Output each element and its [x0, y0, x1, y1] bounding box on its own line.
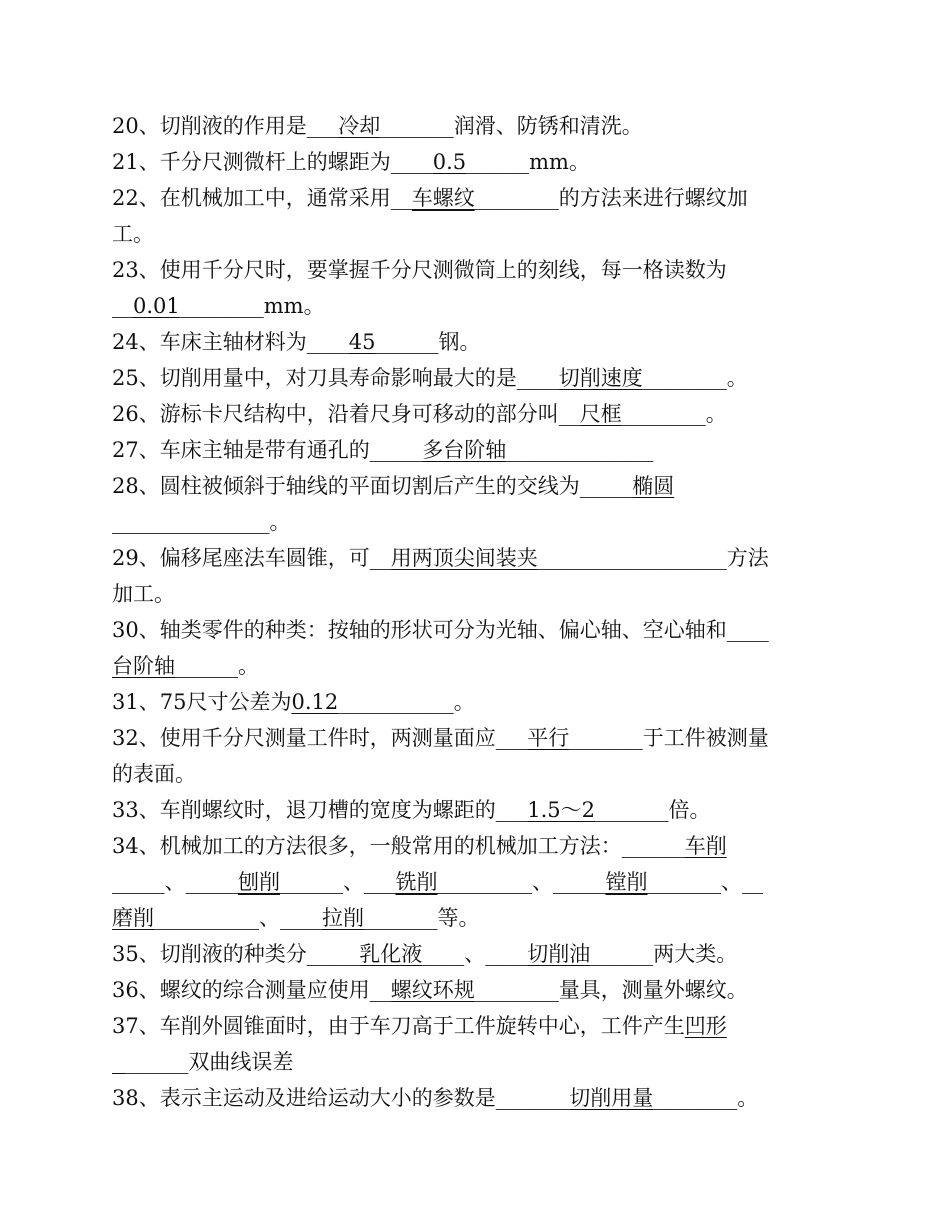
blank-line: _____	[306, 942, 360, 966]
question-text: 32、使用千分尺测量工件时，两测量面应	[112, 726, 496, 750]
question-line	[112, 1008, 836, 1044]
question-line	[112, 864, 836, 900]
question-line	[112, 972, 836, 1008]
answer-text: 铣削	[395, 870, 438, 894]
blank-line: ___________	[338, 690, 454, 714]
question-text: 润滑、防锈和清洗。	[453, 114, 643, 138]
answer-text: 0.12	[291, 690, 339, 714]
question-text: 的方法来进行螺纹加	[558, 186, 748, 210]
blank-line: _______	[380, 114, 454, 138]
blank-line: ______	[375, 330, 439, 354]
blank-line: ___	[495, 798, 528, 822]
question-line	[112, 288, 836, 324]
answer-text: 刨削	[238, 870, 280, 894]
question-text: 35、切削液的种类分	[112, 942, 307, 966]
answer-text: 0.5	[432, 150, 467, 174]
question-line	[112, 576, 836, 612]
blank-line: ______	[466, 150, 530, 174]
question-text: 两大类。	[653, 942, 738, 966]
blank-line: __________________	[537, 546, 727, 570]
question-text: 倍。	[668, 798, 711, 822]
blank-line: __	[369, 978, 391, 1002]
blank-line: ______________	[506, 438, 654, 462]
question-text: 31、75尺寸公差为	[112, 690, 292, 714]
question-line	[112, 504, 836, 540]
blank-line: __	[390, 186, 412, 210]
blank-line: _____	[112, 870, 165, 894]
question-line	[112, 648, 836, 684]
question-text: 工。	[112, 222, 154, 246]
question-text: 33、车削螺纹时，退刀槽的宽度为螺距的	[112, 798, 496, 822]
question-text: 29、偏移尾座法车圆锥，可	[112, 546, 370, 570]
blank-line: _______	[364, 906, 438, 930]
question-text: mm。	[263, 294, 325, 318]
question-line	[112, 1044, 836, 1080]
answer-text: 拉削	[322, 906, 364, 930]
blank-line: _______	[647, 870, 721, 894]
question-text: 。	[726, 366, 748, 390]
blank-line: __	[369, 546, 391, 570]
question-text: 的表面。	[112, 762, 196, 786]
question-line	[112, 396, 836, 432]
question-line	[112, 720, 836, 756]
question-line	[112, 360, 836, 396]
blank-line: ______	[590, 942, 654, 966]
blank-line: ________	[474, 978, 559, 1002]
blank-line: ____	[306, 330, 349, 354]
question-line	[112, 108, 836, 144]
question-line	[112, 180, 836, 216]
question-text: 20、切削液的作用是	[112, 114, 307, 138]
question-line	[112, 900, 836, 936]
question-text: 方法	[726, 546, 769, 570]
question-line	[112, 1080, 836, 1116]
question-text: 27、车床主轴是带有通孔的	[112, 438, 370, 462]
blank-line: _______	[569, 726, 643, 750]
blank-line: __	[742, 870, 763, 894]
blank-line: ______	[125, 1050, 189, 1074]
blank-line: ________	[621, 402, 706, 426]
answer-text: 台阶轴	[112, 654, 175, 678]
question-text: 。	[705, 402, 727, 426]
question-line	[112, 612, 836, 648]
blank-line: _______	[595, 798, 669, 822]
blank-line: _______________	[112, 510, 270, 534]
blank-line: ___	[364, 870, 396, 894]
question-text: 双曲线误差	[188, 1050, 294, 1074]
answer-text: 乳化液	[359, 942, 423, 966]
answer-text: 凹形	[684, 1014, 727, 1038]
blank-line: __	[112, 294, 133, 318]
blank-line: ___	[495, 726, 528, 750]
question-text: 。	[453, 690, 475, 714]
question-text: 28、圆柱被倾斜于轴线的平面切割后产生的交线为	[112, 474, 580, 498]
question-text: 25、切削用量中，对刀具寿命影响最大的是	[112, 366, 517, 390]
blank-line: ______	[621, 834, 685, 858]
answer-text: 椭圆	[632, 474, 675, 498]
question-text: mm。	[529, 150, 590, 174]
question-line	[112, 432, 836, 468]
question-text: 、	[464, 942, 486, 966]
answer-text: 切削速度	[558, 366, 643, 390]
answer-text: 1.5～2	[527, 798, 595, 822]
answer-text: 螺纹环规	[390, 978, 475, 1002]
question-text: 22、在机械加工中，通常采用	[112, 186, 391, 210]
question-text: 。	[737, 1086, 759, 1110]
blank-line: ________	[653, 1086, 738, 1110]
question-line	[112, 216, 836, 252]
question-text: 37、车削外圆锥面时，由于车刀高于工件旋转中心，工件产生	[112, 1014, 685, 1038]
answer-text: 冷却	[338, 114, 381, 138]
answer-text: 平行	[527, 726, 570, 750]
blank-line: ____	[390, 150, 433, 174]
question-text: 、	[532, 870, 553, 894]
question-line	[112, 828, 836, 864]
question-line	[112, 540, 836, 576]
blank-line: ________	[474, 186, 559, 210]
question-text: 26、游标卡尺结构中，沿着尺身可移动的部分叫	[112, 402, 559, 426]
blank-line: ____	[726, 618, 769, 642]
question-text: 于工件被测量	[642, 726, 769, 750]
question-text: 、	[343, 870, 364, 894]
question-text: 30、轴类零件的种类：按轴的形状可分为光轴、偏心轴、空心轴和	[112, 618, 727, 642]
answer-text: 切削用量	[569, 1086, 654, 1110]
blank-line: _________	[437, 870, 532, 894]
answer-text: 多台阶轴	[422, 438, 507, 462]
blank-line: _______	[495, 1086, 570, 1110]
answer-text: 镗削	[605, 870, 648, 894]
blank-line: ____	[422, 942, 465, 966]
question-text: 。	[238, 654, 259, 678]
question-text: 。	[269, 510, 291, 534]
question-text: 36、螺纹的综合测量应使用	[112, 978, 370, 1002]
blank-line: __________	[154, 906, 259, 930]
question-text: 、	[164, 870, 186, 894]
answer-text: 尺框	[579, 402, 622, 426]
blank-line: _____	[553, 870, 606, 894]
blank-line: ______	[280, 870, 343, 894]
blank-line: ______	[175, 654, 238, 678]
question-list	[112, 108, 836, 1116]
question-line	[112, 936, 836, 972]
blank-line: ____	[280, 906, 322, 930]
answer-text: 磨削	[112, 906, 154, 930]
answer-text: 45	[348, 330, 376, 354]
blank-line: __	[558, 402, 580, 426]
question-text: 量具，测量外螺纹。	[558, 978, 748, 1002]
question-text: 、	[721, 870, 742, 894]
question-text: 24、车床主轴材料为	[112, 330, 307, 354]
question-text: 钢。	[438, 330, 481, 354]
answer-text: 用两顶尖间装夹	[390, 546, 538, 570]
question-text: 38、表示主运动及进给运动大小的参数是	[112, 1086, 496, 1110]
question-line	[112, 252, 836, 288]
question-text: 加工。	[112, 582, 175, 606]
blank-line: ________	[642, 366, 727, 390]
question-line	[112, 792, 836, 828]
answer-text: 切削油	[527, 942, 591, 966]
blank-line: ____	[516, 366, 559, 390]
question-line	[112, 144, 836, 180]
blank-line: ________	[179, 294, 264, 318]
question-text: 、	[259, 906, 280, 930]
blank-line: _____	[185, 870, 238, 894]
answer-text	[112, 1050, 125, 1074]
question-line	[112, 756, 836, 792]
answer-text: 0.01	[133, 294, 180, 318]
blank-line: ___	[306, 114, 339, 138]
blank-line: _____	[579, 474, 633, 498]
answer-text: 车螺纹	[411, 186, 475, 210]
question-line	[112, 468, 836, 504]
question-line	[112, 324, 836, 360]
question-text: 21、千分尺测微杆上的螺距为	[112, 150, 391, 174]
question-text: 等。	[437, 906, 480, 930]
question-text: 23、使用千分尺时，要掌握千分尺测微筒上的刻线，每一格读数为	[112, 258, 727, 282]
answer-text: 车削	[684, 834, 727, 858]
question-text: 34、机械加工的方法很多，一般常用的机械加工方法：	[112, 834, 622, 858]
question-line	[112, 684, 836, 720]
blank-line: _____	[369, 438, 423, 462]
blank-line: ____	[485, 942, 528, 966]
